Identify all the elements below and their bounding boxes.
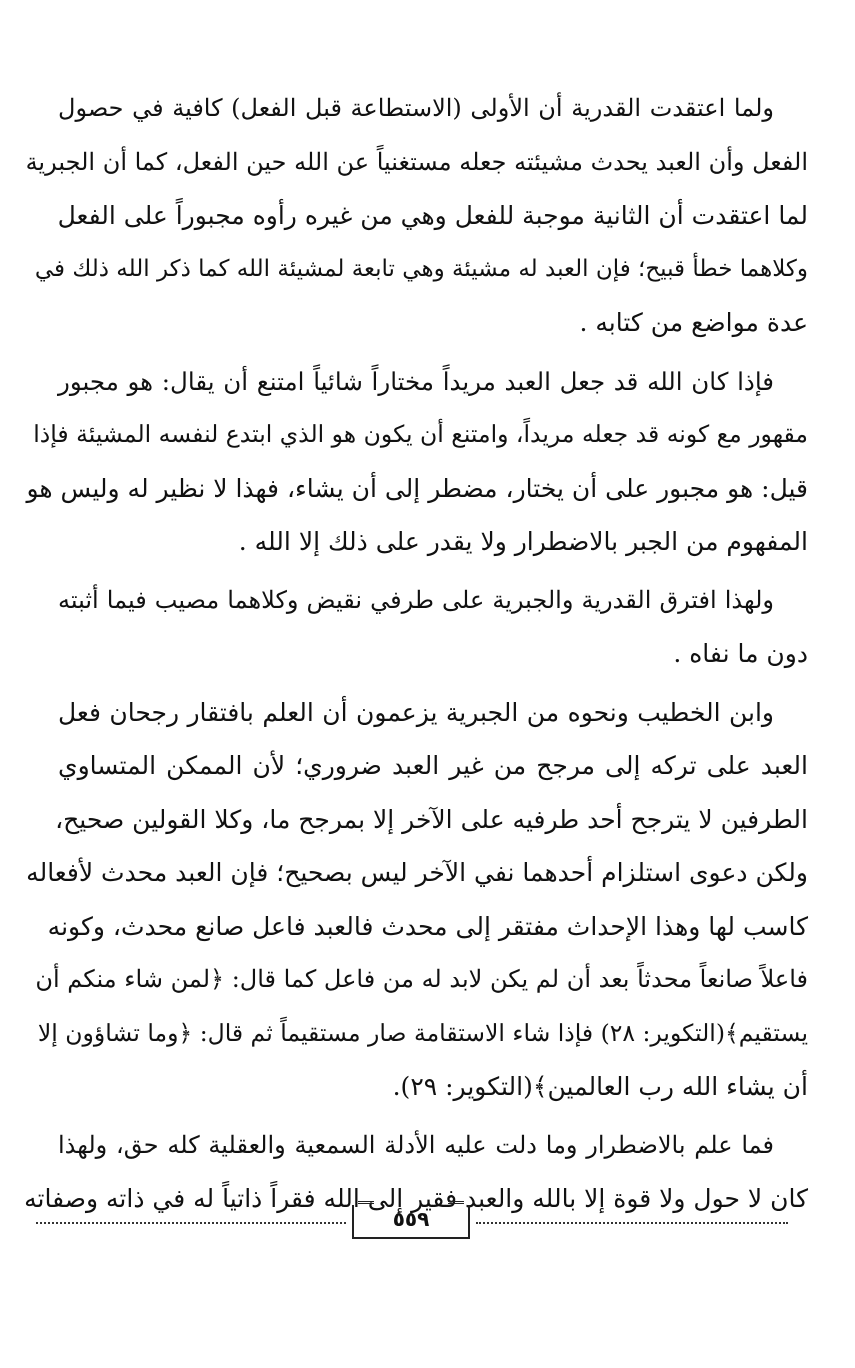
page-footer [36, 1205, 788, 1245]
text-line: ولهذا افترق القدرية والجبرية على طرفي نقيض وكلاهما مصيب فيما أثبته [58, 585, 774, 614]
text-line: فاعلاً صانعاً محدثاً بعد أن لم يكن لابد له من فاعل كما قال: ﴿لمن شاء منكم أن [35, 965, 808, 993]
text-line: مقهور مع كونه قد جعله مريداً، وامتنع أن يكون هو الذي ابتدع لنفسه المشيئة فإذا [33, 420, 808, 448]
page-body [24, 82, 808, 1222]
text-line: وابن الخطيب ونحوه من الجبرية يزعمون أن العلم بافتقار رجحان فعل [58, 697, 774, 727]
text-line: العبد على تركه إلى مرجح من غير العبد ضروري؛ لأن الممكن المتساوي [58, 751, 808, 780]
paragraph-2 [26, 355, 808, 569]
page-number: ٥٥٩ [392, 1207, 430, 1231]
text-line: دون ما نفاه . [673, 639, 808, 668]
text-line: الطرفين لا يترجح أحد طرفيه على الآخر إلا بمرجح ما، وكلا القولين صحيح، [55, 804, 808, 834]
text-line: يستقيم﴾(التكوير: ٢٨) فإذا شاء الاستقامة صار مستقيماً ثم قال: ﴿وما تشاؤون إلا [37, 1018, 808, 1047]
text-line: قيل: هو مجبور على أن يختار، مضطر إلى أن يشاء، فهذا لا نظير له وليس هو [26, 473, 808, 503]
paragraph-4 [26, 686, 808, 1114]
text-line: كاسب لها وهذا الإحداث مفتقر إلى محدث فالعبد فاعل صانع محدث، وكونه [47, 911, 808, 941]
text-line: لما اعتقدت أن الثانية موجبة للفعل وهي من غيره رأوه مجبوراً على الفعل [57, 201, 808, 230]
page-number-frame [352, 1205, 470, 1239]
paragraph-3 [58, 574, 808, 681]
text-line: المفهوم من الجبر بالاضطرار ولا يقدر على ذلك إلا الله . [238, 527, 808, 556]
text-line: ولكن دعوى استلزام أحدهما نفي الآخر ليس بصحيح؛ فإن العبد محدث لأفعاله [26, 858, 808, 887]
text-line: عدة مواضع من كتابه . [579, 308, 808, 337]
text-line: فإذا كان الله قد جعل العبد مريداً مختاراً شائياً امتنع أن يقال: هو مجبور [58, 366, 774, 396]
text-line: فما علم بالاضطرار وما دلت عليه الأدلة السمعية والعقلية كله حق، ولهذا [58, 1130, 774, 1159]
text-line: وكلاهما خطأ قبيح؛ فإن العبد له مشيئة وهي تابعة لمشيئة الله كما ذكر الله ذلك في [34, 255, 808, 282]
dotted-rule [36, 1222, 346, 1224]
paragraph-1 [25, 82, 808, 350]
text-line: الفعل وأن العبد يحدث مشيئته جعله مستغنياً عن الله حين الفعل، كما أن الجبرية [25, 147, 808, 176]
dotted-rule [476, 1222, 788, 1224]
text-line: كان لا حول ولا قوة إلا بالله والعبد فقير إلى الله فقراً ذاتياً له في ذاته وصفاته [24, 1184, 808, 1213]
text-line: أن يشاء الله رب العالمين﴾(التكوير: ٢٩). [392, 1072, 808, 1101]
text-line: ولما اعتقدت القدرية أن الأولى (الاستطاعة قبل الفعل) كافية في حصول [58, 94, 774, 122]
